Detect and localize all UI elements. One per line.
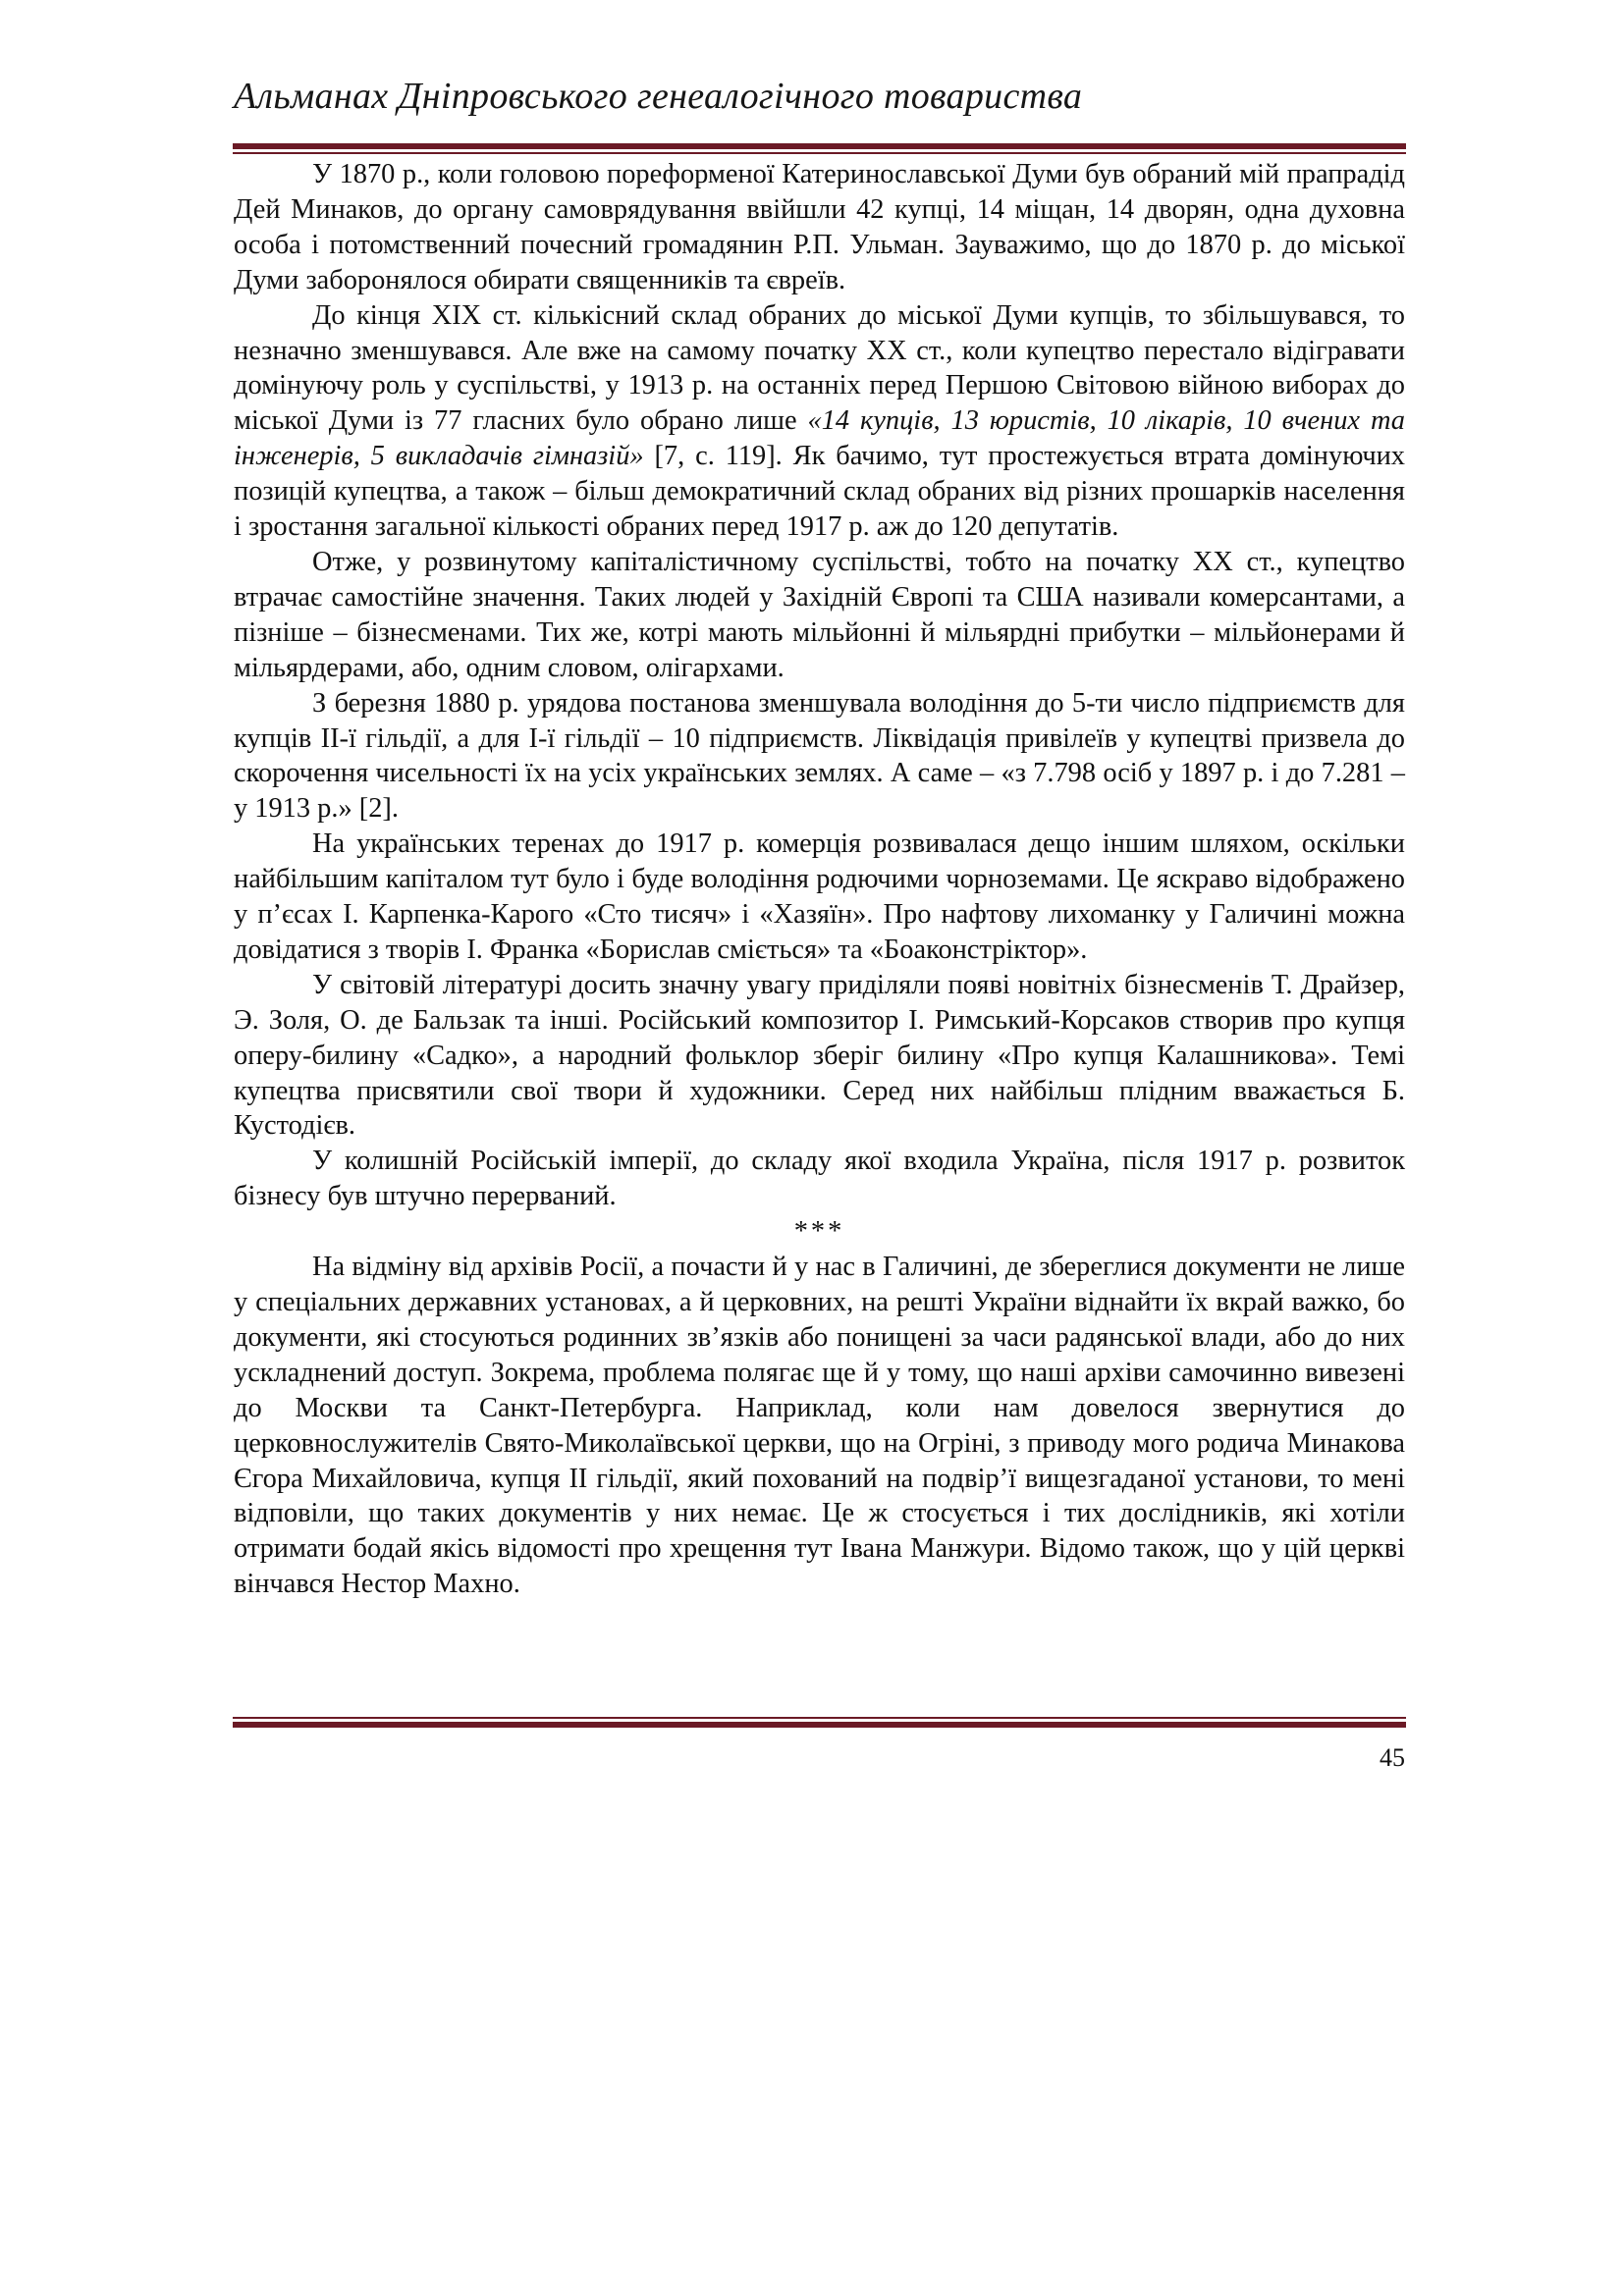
- paragraph-7: У колишній Російській імперії, до складу якої входила Україна, після 1917 р. розвиток бізнесу був штучно перерваний.: [234, 1146, 1405, 1212]
- paragraph-3: Отже, у розвинутому капіталістичному суспільстві, тобто на початку ХХ ст., купецтво втрачає самостійне значення. Таких людей у Західній Європі та США називали комерсантами, а пізніше – бізнесменами. Тих же, котрі мають мільйонні й мільярдні прибутки – мільйонерами й мільярдерами, або, одним словом, олігархами.: [234, 546, 1405, 683]
- header-rule: [233, 143, 1406, 154]
- paragraph-8: На відміну від архівів Росії, а почасти й у нас в Галичині, де збереглися документи не лише у спеціальних державних установах, а й церковних, на решті України віднайти їх вкрай важко, бо документи, які стосуються родинних зв’язків або понищені за часи радянської влади, або до них ускладнений доступ. Зокрема, проблема полягає ще й у тому, що наші архіви самочинно вивезені до Москви та Санкт-Петербурга. Наприклад, коли нам довелося звернутися до церковнослужителів Свято-Миколаївської церкви, що на Огріні, з приводу мого родича Минакова Єгора Михайловича, купця ІІ гільдії, який похований на подвір’ї вищезгаданої установи, то мені відповіли, що таких документів у них немає. Це ж стосується і тих дослідників, які хотіли отримати бодай якісь відомості про хрещення тут Івана Манжури. Відомо також, що у цій церкві вінчався Нестор Махно.: [234, 1252, 1405, 1600]
- paragraph-2: [234, 298, 1405, 545]
- paragraph-5: На українських теренах до 1917 р. комерція розвивалася дещо іншим шляхом, оскільки найбільшим капіталом тут було і буде володіння родючими чорноземами. Це яскраво відображено у п’єсах І. Карпенка-Карого «Сто тисяч» і «Хазяїн». Про нафтову лихоманку у Галичині можна довідатися з творів І. Франка «Борислав сміється» та «Боаконстріктор».: [234, 828, 1405, 965]
- header-rule-thin: [233, 152, 1406, 154]
- section-separator: ***: [793, 1216, 845, 1248]
- paragraph-2-quote: «14 купців, 13 юристів, 10 лікарів, 10 вчених та інженерів, 5 викладачів гімназій»: [234, 405, 1405, 472]
- running-header-title: Альманах Дніпровського генеалогічного товариства: [234, 76, 1083, 117]
- footer-rule: [233, 1717, 1406, 1728]
- paragraph-2-text-start: До кінця XIX ст. кількісний склад обраних до міської Думи купців, то збільшувався, то незначно зменшувався. Але вже на самому початку ХХ ст., коли купецтво перестало відігравати домінуючу роль у суспільстві, у 1913 р. на останніх перед Першою Світовою війною виборах до міської Думи із 77 гласних було обрано лише: [234, 299, 1405, 437]
- paragraph-2-text-end: [7, с. 119]. Як бачимо, тут простежується втрата домінуючих позицій купецтва, а також – більш демократичний склад обраних від різних прошарків населення і зростання загальної кількості обраних перед 1917 р. аж до 120 депутатів.: [234, 441, 1405, 543]
- footer-rule-thick: [233, 1722, 1406, 1728]
- paragraph-6: У світовій літературі досить значну увагу приділяли появі новітніх бізнесменів Т. Драйзер, Э. Золя, О. де Бальзак та інші. Російський композитор І. Римський-Корсаков створив про купця оперу-билину «Садко», а народний фольклор зберіг билину «Про купця Калашникова». Темі купецтва присвятили свої твори й художники. Серед них найбільш плідним вважається Б. Кустодієв.: [234, 969, 1405, 1142]
- paragraph-4: З березня 1880 р. урядова постанова зменшувала володіння до 5-ти число підприємств для купців ІІ-ї гільдії, а для І-ї гільдії – 10 підприємств. Ліквідація привілеїв у купецтві призвела до скорочення чисельності їх на усіх українських землях. А саме – «з 7.798 осіб у 1897 р. і до 7.281 – у 1913 р.» [2].: [234, 687, 1405, 825]
- page-number: 45: [1380, 1743, 1405, 1772]
- paragraph-1: У 1870 р., коли головою пореформеної Катеринославської Думи був обраний мій прапрадід Дей Минаков, до органу самоврядування ввійшли 42 купці, 14 міщан, 14 дворян, одна духовна особа і потомственний почесний громадянин Р.П. Ульман. Зауважимо, що до 1870 р. до міської Думи заборонялося обирати священників та євреїв.: [234, 159, 1405, 295]
- body-text: [234, 157, 1405, 1602]
